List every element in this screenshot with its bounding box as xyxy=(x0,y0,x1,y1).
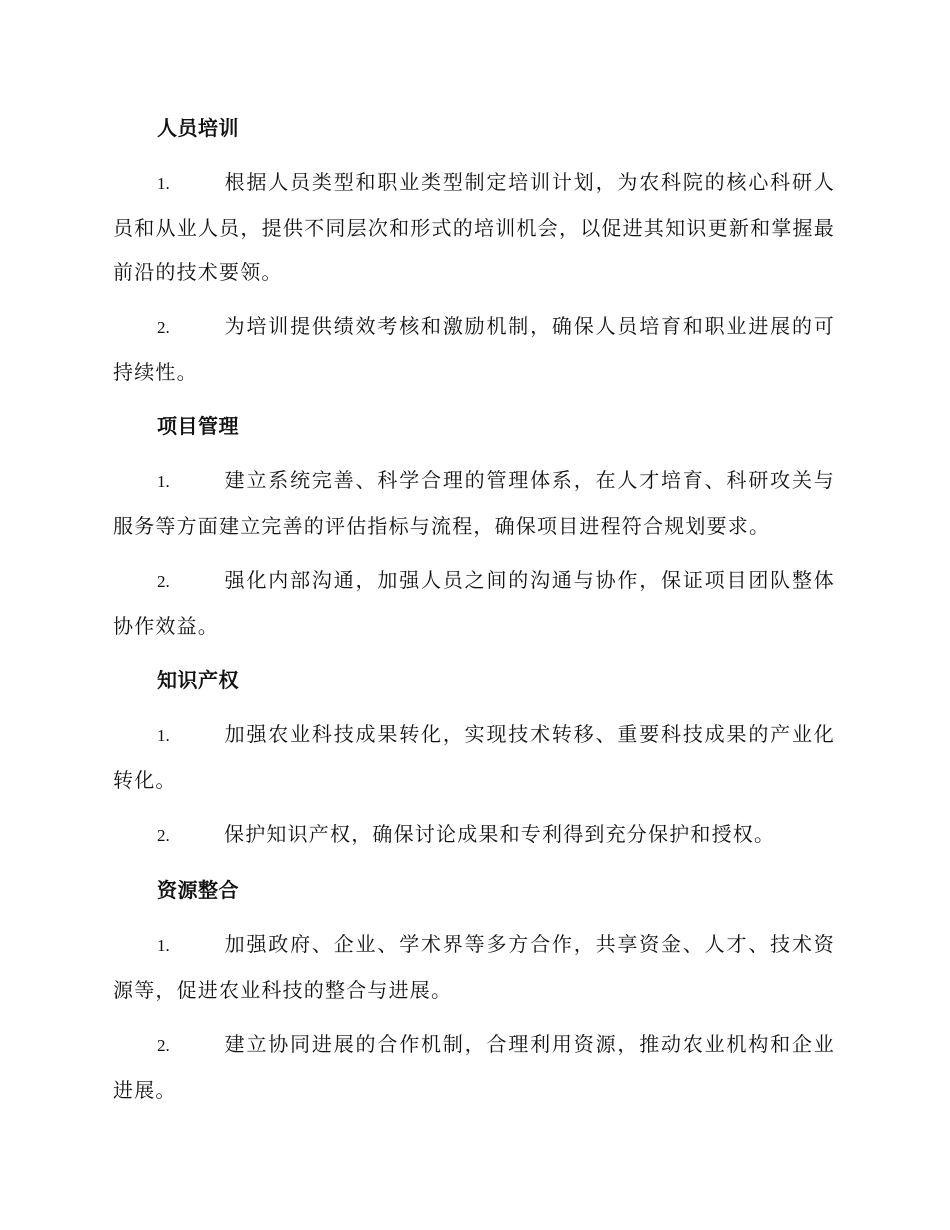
item-text: 加强农业科技成果转化，实现技术转移、重要科技成果的产业化转化。 xyxy=(113,722,835,792)
item-number: 2. xyxy=(157,1036,170,1055)
document-page xyxy=(113,106,835,1122)
section-project-management xyxy=(113,404,835,648)
list-item xyxy=(113,558,835,648)
item-text: 保护知识产权，确保讨论成果和专利得到充分保护和授权。 xyxy=(224,822,776,846)
section-intellectual-property xyxy=(113,658,835,858)
list-item xyxy=(113,812,835,858)
item-number: 2. xyxy=(157,318,170,337)
section-heading: 项目管理 xyxy=(157,414,239,438)
item-number: 1. xyxy=(157,174,170,193)
list-item xyxy=(113,304,835,394)
section-personnel-training xyxy=(113,106,835,394)
item-text: 为培训提供绩效考核和激励机制，确保人员培育和职业进展的可持续性。 xyxy=(113,314,835,384)
item-number: 1. xyxy=(157,472,170,491)
item-text: 强化内部沟通，加强人员之间的沟通与协作，保证项目团队整体协作效益。 xyxy=(113,568,835,638)
section-heading: 资源整合 xyxy=(157,878,239,902)
item-number: 2. xyxy=(157,826,170,845)
item-text: 建立协同进展的合作机制，合理利用资源，推动农业机构和企业进展。 xyxy=(113,1032,835,1102)
item-text: 根据人员类型和职业类型制定培训计划，为农科院的核心科研人员和从业人员，提供不同层次和形式的培训机会，以促进其知识更新和掌握最前沿的技术要领。 xyxy=(113,170,835,284)
list-item xyxy=(113,458,835,548)
item-text: 加强政府、企业、学术界等多方合作，共享资金、人才、技术资源等，促进农业科技的整合与进展。 xyxy=(113,932,835,1002)
section-resource-integration xyxy=(113,868,835,1112)
list-item xyxy=(113,712,835,802)
list-item xyxy=(113,160,835,294)
section-heading: 人员培训 xyxy=(157,116,239,140)
item-number: 2. xyxy=(157,572,170,591)
list-item xyxy=(113,1022,835,1112)
item-number: 1. xyxy=(157,936,170,955)
list-item xyxy=(113,922,835,1012)
item-number: 1. xyxy=(157,726,170,745)
section-heading: 知识产权 xyxy=(157,668,239,692)
item-text: 建立系统完善、科学合理的管理体系，在人才培育、科研攻关与服务等方面建立完善的评估指标与流程，确保项目进程符合规划要求。 xyxy=(113,468,835,538)
